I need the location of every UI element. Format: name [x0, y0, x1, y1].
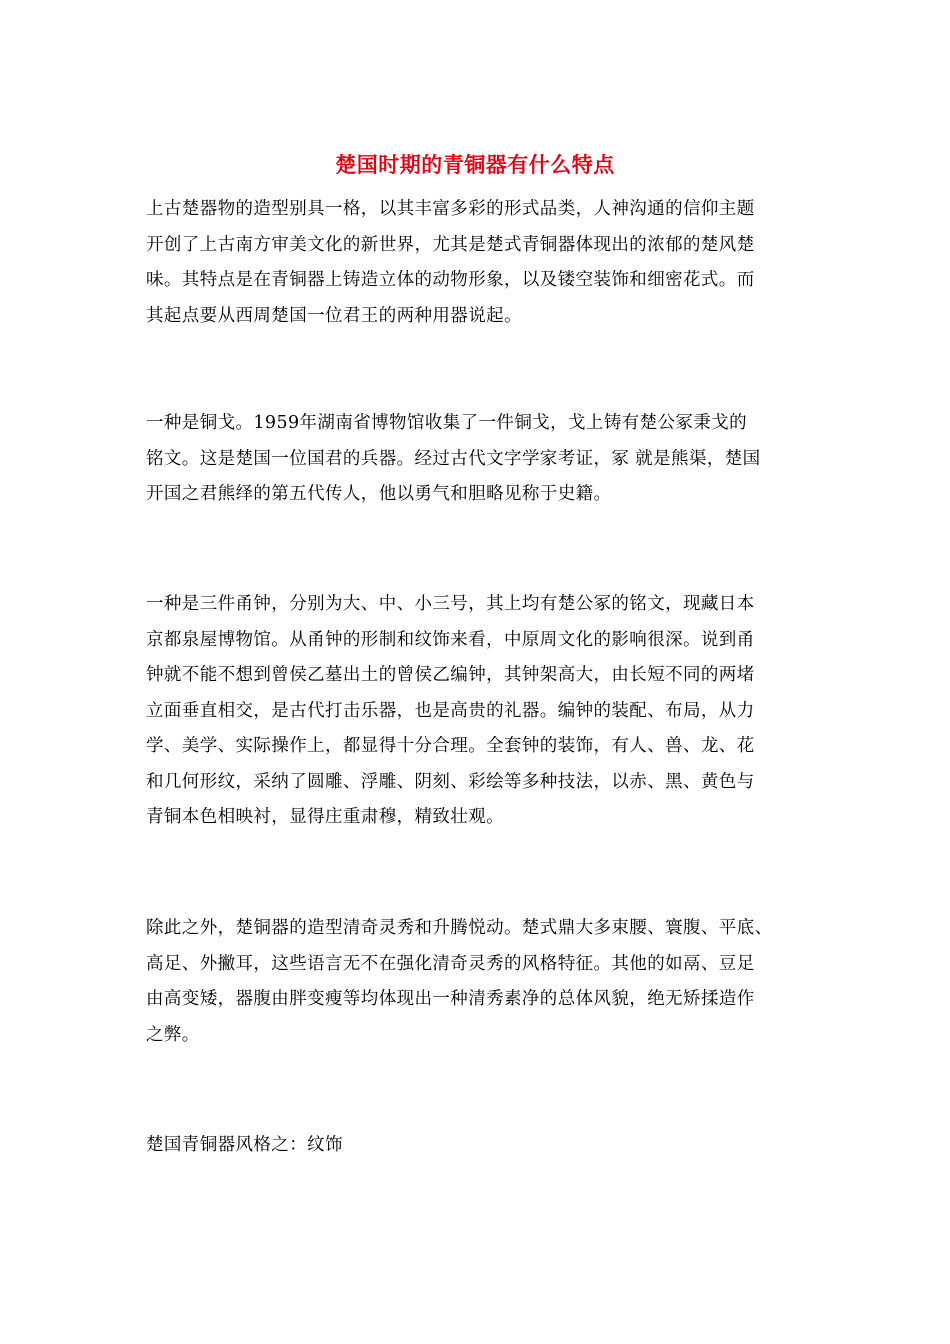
paragraph-line: 开创了上古南方审美文化的新世界，尤其是楚式青铜器体现出的浓郁的楚风楚	[146, 234, 755, 255]
paragraph-line: 由高变矮，器腹由胖变瘦等均体现出一种清秀素净的总体风貌，绝无矫揉造作	[146, 989, 755, 1009]
paragraph-line: 青铜本色相映衬，显得庄重肃穆，精致壮观。	[146, 807, 504, 827]
paragraph-line: 开国之君熊绎的第五代传人，他以勇气和胆略见称于史籍。	[146, 484, 612, 504]
paragraph-line: 上古楚器物的造型别具一格，以其丰富多彩的形式品类，人神沟通的信仰主题	[146, 199, 755, 219]
paragraph-line: 味。其特点是在青铜器上铸造立体的动物形象，以及镂空装饰和细密花式。而	[146, 270, 755, 290]
paragraph-2	[146, 406, 821, 513]
paragraph-line: 学、美学、实际操作上，都显得十分合理。全套钟的装饰，有人、兽、龙、花	[146, 736, 755, 756]
paragraph-line: 立面垂直相交，是古代打击乐器，也是高贵的礼器。编钟的装配、布局，从力	[146, 700, 755, 721]
paragraph-1	[146, 192, 821, 334]
paragraph-line: 一种是铜戈。1959年湖南省博物馆收集了一件铜戈，戈上铸有楚公冢秉戈的	[146, 413, 748, 433]
paragraph-line: 铭文。这是楚国一位国君的兵器。经过古代文字学家考证，冢 就是熊渠，楚国	[146, 448, 761, 469]
paragraph-line: 一种是三件甬钟，分别为大、中、小三号，其上均有楚公冢的铭文，现藏日本	[146, 594, 755, 614]
document-title: 楚国时期的青铜器有什么特点	[335, 152, 615, 177]
paragraph-line: 之弊。	[146, 1024, 200, 1045]
paragraph-line: 和几何形纹，采纳了圆雕、浮雕、阴刻、彩绘等多种技法，以赤、黑、黄色与	[146, 771, 755, 792]
paragraph-line: 除此之外，楚铜器的造型清奇灵秀和升腾悦动。楚式鼎大多束腰、寰腹、平底、	[146, 918, 773, 938]
paragraph-4	[146, 911, 821, 1053]
paragraph-line: 楚国青铜器风格之：纹饰	[146, 1135, 343, 1155]
paragraph-line: 高足、外撇耳，这些语言无不在强化清奇灵秀的风格特征。其他的如鬲、豆足	[146, 953, 755, 974]
section-heading	[146, 1128, 821, 1164]
paragraph-line: 京都泉屋博物馆。从甬钟的形制和纹饰来看，中原周文化的影响很深。说到甬	[146, 629, 755, 650]
paragraph-line: 钟就不能不想到曾侯乙墓出土的曾侯乙编钟，其钟架高大，由长短不同的两堵	[146, 665, 755, 685]
paragraph-line: 其起点要从西周楚国一位君王的两种用器说起。	[146, 305, 522, 326]
paragraph-3	[146, 587, 821, 836]
